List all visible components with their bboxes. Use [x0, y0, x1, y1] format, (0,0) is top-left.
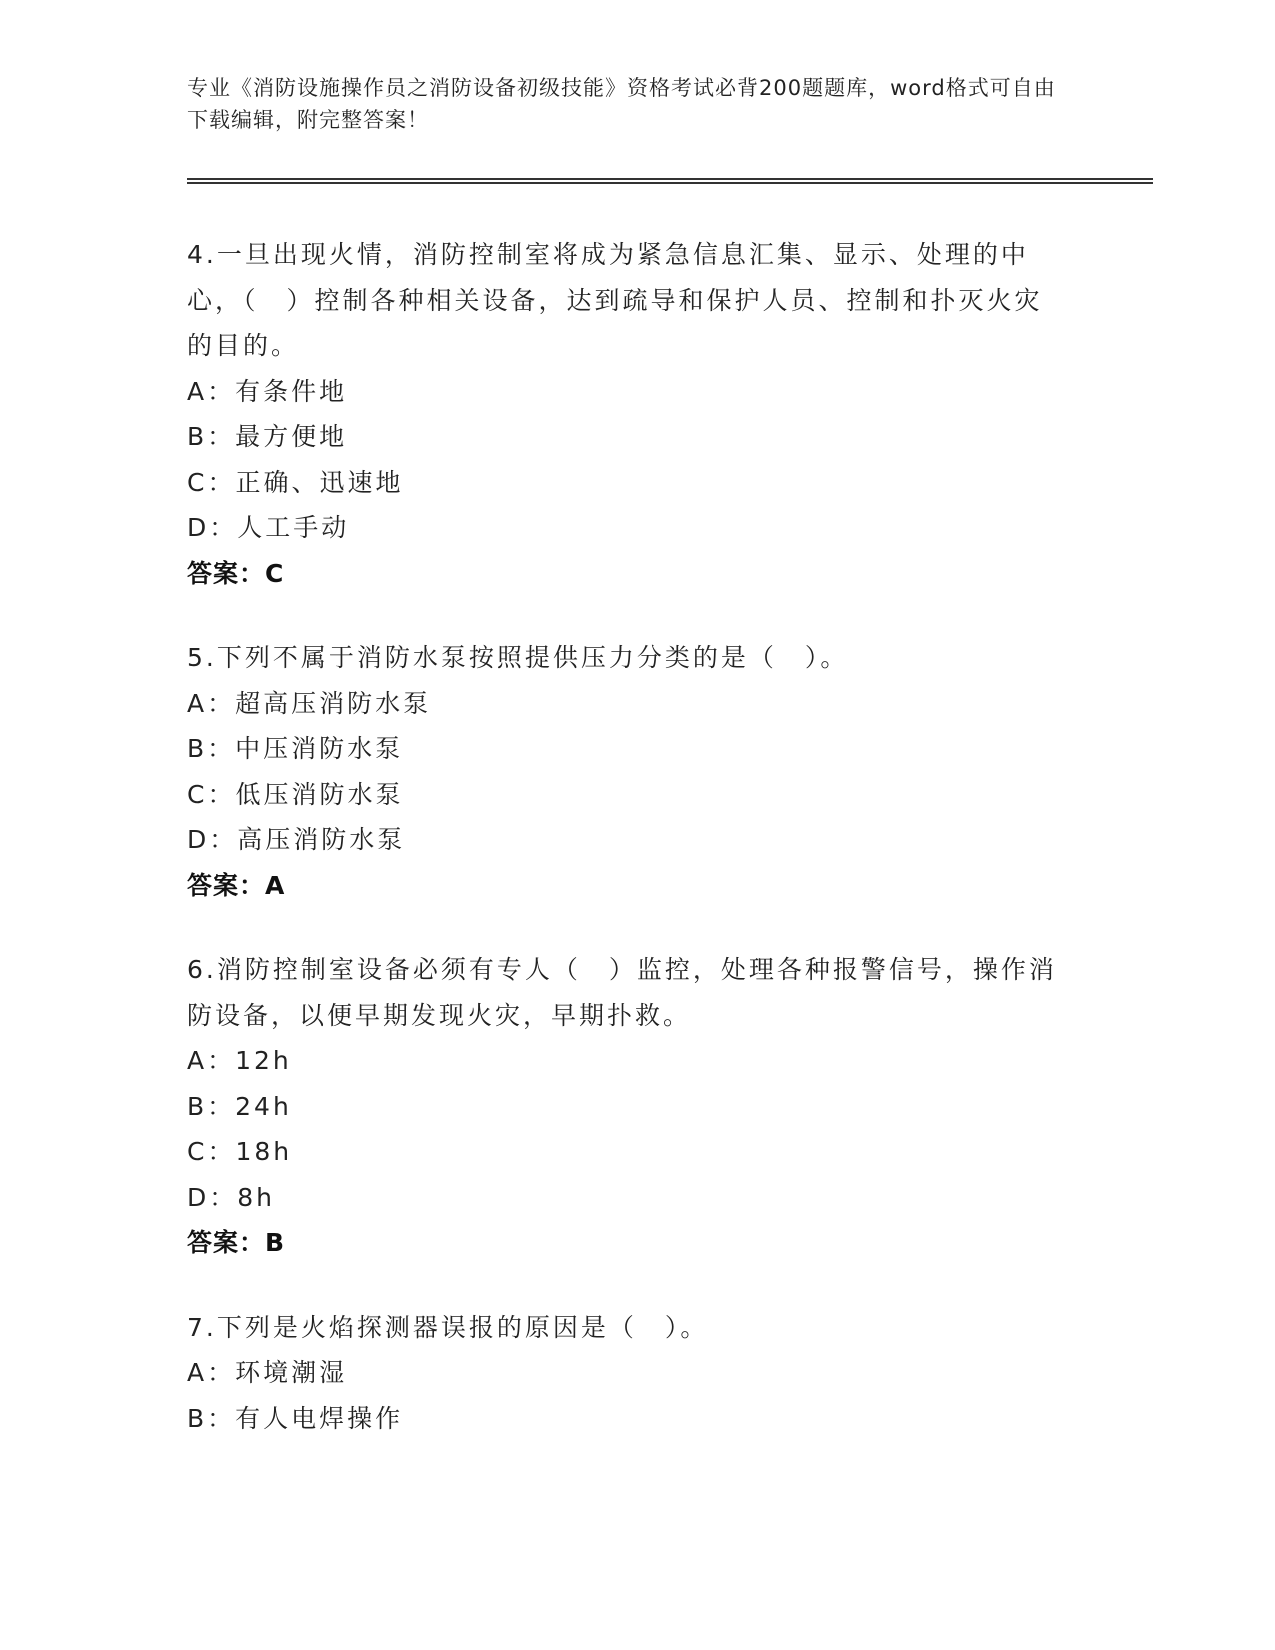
question-5	[187, 635, 1067, 908]
option-a: A：环境潮湿	[187, 1358, 348, 1387]
option-a: A：超高压消防水泵	[187, 688, 432, 718]
document-header: 专业《消防设施操作员之消防设备初级技能》资格考试必背200题题库，word格式可自由下载编辑，附完整答案！	[187, 76, 1056, 132]
question-list	[187, 232, 1067, 1480]
option-d: D：人工手动	[187, 513, 350, 542]
option-d: D：高压消防水泵	[187, 825, 406, 854]
option-c: C：正确、迅速地	[187, 467, 404, 497]
option-b: B：24h	[187, 1091, 292, 1121]
option-b: B：中压消防水泵	[187, 734, 404, 763]
option-a: A：12h	[187, 1046, 292, 1075]
question-4	[187, 232, 1067, 596]
option-a: A：有条件地	[187, 376, 348, 406]
question-stem: 6.消防控制室设备必须有专人（ ）监控，处理各种报警信号，操作消防设备，以便早期发现火灾，早期扑救。	[187, 955, 1057, 1030]
question-stem: 4.一旦出现火情，消防控制室将成为紧急信息汇集、显示、处理的中心，（ ）控制各种相关设备，达到疏导和保护人员、控制和扑灭火灾的目的。	[187, 240, 1043, 360]
option-c: C：18h	[187, 1137, 293, 1166]
question-stem: 7.下列是火焰探测器误报的原因是（ ）。	[187, 1312, 709, 1342]
question-stem: 5.下列不属于消防水泵按照提供压力分类的是（ ）。	[187, 643, 849, 672]
header-divider	[187, 178, 1153, 184]
answer-line: 答案：A	[187, 870, 286, 900]
answer-line: 答案：B	[187, 1228, 286, 1257]
option-b: B：最方便地	[187, 422, 348, 451]
option-b: B：有人电焊操作	[187, 1403, 404, 1433]
option-c: C：低压消防水泵	[187, 779, 404, 809]
answer-line: 答案：C	[187, 558, 285, 588]
question-6	[187, 947, 1067, 1266]
question-7	[187, 1305, 1067, 1442]
option-d: D：8h	[187, 1182, 276, 1212]
